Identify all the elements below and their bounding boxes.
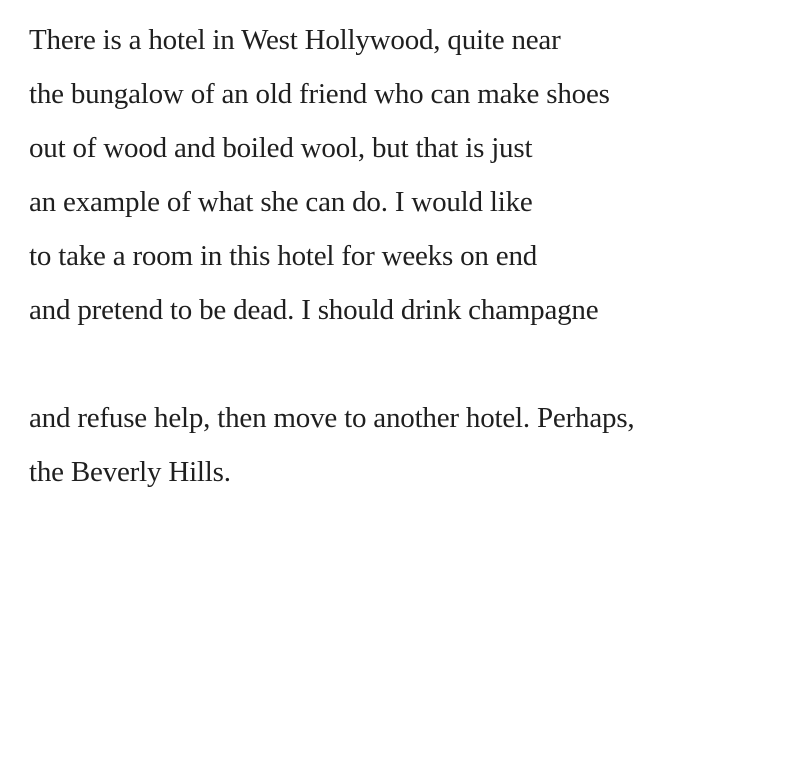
poem-line: and refuse help, then move to another hotel. Perhaps,: [29, 402, 635, 434]
stanza-break: [29, 342, 779, 396]
stanza-1: [29, 18, 779, 342]
stanza-2: [29, 396, 779, 504]
poem-line: to take a room in this hotel for weeks on end: [29, 240, 538, 272]
poem-line: an example of what she can do. I would like: [29, 186, 533, 218]
poem-line: the Beverly Hills.: [29, 456, 231, 488]
poem-line: and pretend to be dead. I should drink champagne: [29, 294, 599, 326]
poem-page: [29, 18, 779, 504]
poem-line: There is a hotel in West Hollywood, quite near: [29, 24, 561, 56]
poem-line: the bungalow of an old friend who can make shoes: [29, 78, 610, 110]
poem-line: out of wood and boiled wool, but that is just: [29, 132, 533, 164]
